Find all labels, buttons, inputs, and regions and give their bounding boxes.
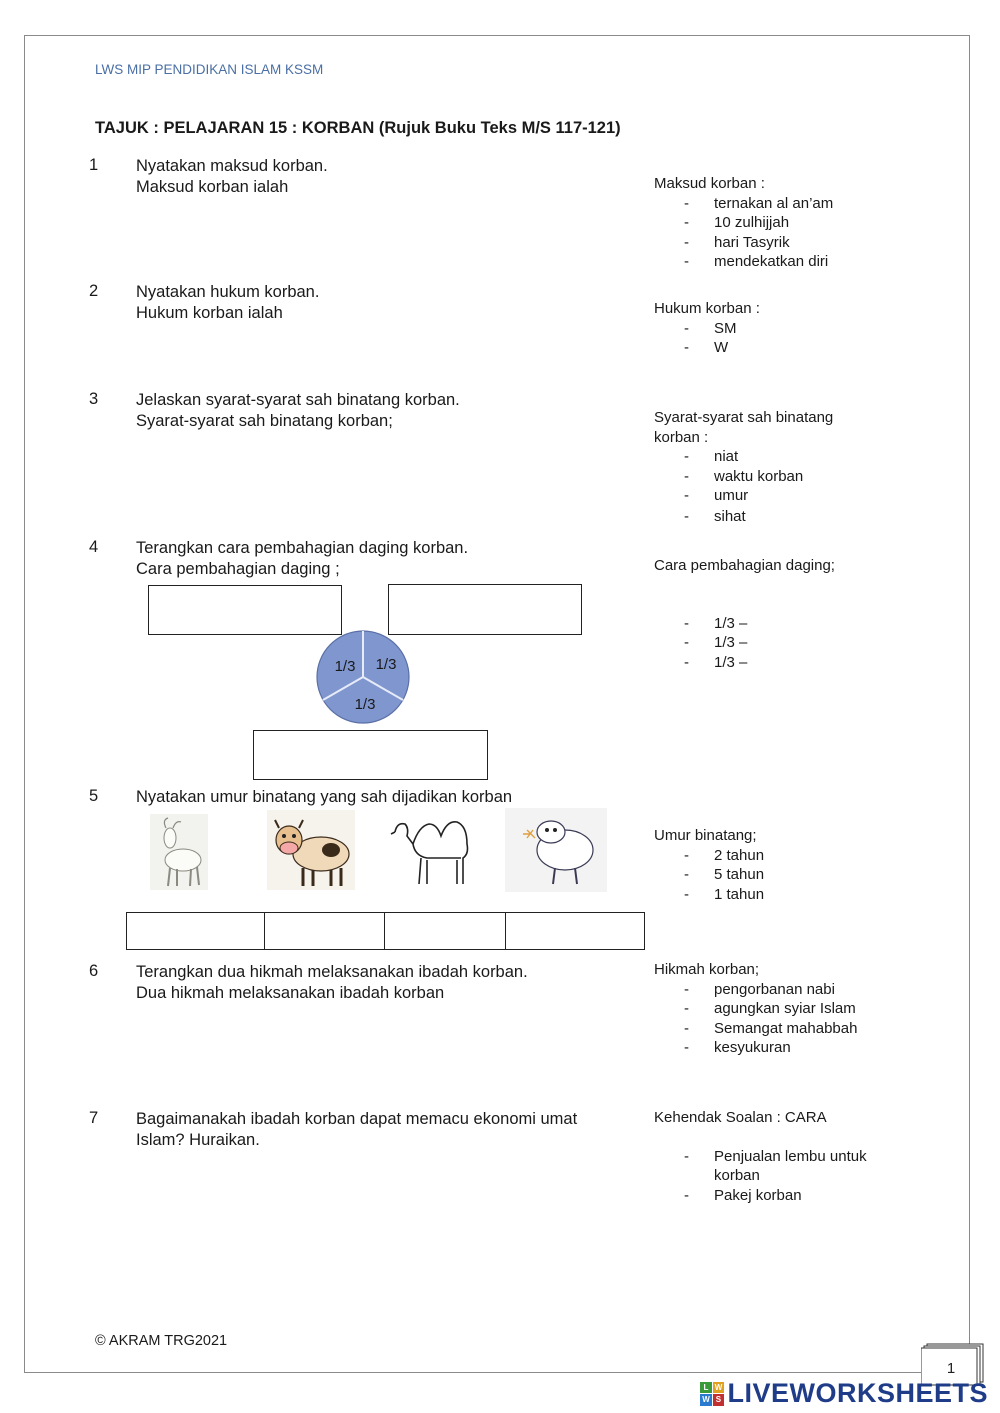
hint-q2 (654, 299, 954, 358)
answer-prompt: Hukum korban ialah (136, 304, 283, 322)
hint-q5 (654, 826, 954, 904)
question-number: 1 (89, 156, 99, 174)
hint-list (654, 194, 954, 272)
question-text: Terangkan dua hikmah melaksanakan ibadah korban. (136, 963, 528, 981)
liveworksheets-logo-icon: L W W S (702, 1382, 723, 1405)
answer-prompt: Cara pembahagian daging ; (136, 560, 340, 578)
hint-title: Cara pembahagian daging; (654, 557, 835, 574)
answer-cell-goat[interactable] (127, 913, 265, 950)
cow-icon (267, 810, 355, 890)
question-number: 7 (89, 1109, 99, 1127)
hint-item: - sihat (684, 507, 746, 525)
hint-list (654, 846, 954, 905)
goat-icon (150, 814, 208, 890)
question-4 (136, 538, 468, 580)
question-text: Terangkan cara pembahagian daging korban. (136, 539, 469, 557)
hint-item: - 10 zulhijjah (684, 214, 790, 231)
hint-item: - 1/3 – (684, 614, 748, 632)
hint-item-continued: korban (714, 1167, 760, 1184)
hint-item: - 1/3 – (684, 634, 748, 651)
answer-box-share-1[interactable] (148, 585, 342, 635)
hint-item: - 1/3 – (684, 653, 748, 671)
hint-title: korban : (654, 428, 709, 446)
document-header: LWS MIP PENDIDIKAN ISLAM KSSM (95, 62, 324, 77)
hint-item: - pengorbanan nabi (684, 980, 835, 998)
meat-division-pie (315, 629, 411, 725)
hint-list (654, 447, 954, 526)
hint-title: Syarat-syarat sah binatang (654, 409, 834, 426)
question-text: Nyatakan maksud korban. (136, 157, 328, 175)
hint-title: Hukum korban : (654, 300, 760, 317)
hint-q4 (654, 556, 954, 672)
answer-prompt: Dua hikmah melaksanakan ibadah korban (136, 984, 445, 1002)
hint-item: - hari Tasyrik (684, 233, 790, 251)
question-number: 4 (89, 538, 99, 556)
question-2 (136, 282, 319, 324)
question-text: Jelaskan syarat-syarat sah binatang korban. (136, 391, 460, 409)
animal-age-table (126, 912, 645, 950)
hint-item: - Penjualan lembu untuk (684, 1147, 867, 1165)
question-5 (136, 787, 512, 808)
hint-q1 (654, 174, 954, 272)
lesson-title: TAJUK : PELAJARAN 15 : KORBAN (Rujuk Buku Teks M/S 117-121) (95, 119, 621, 137)
answer-cell-cow[interactable] (265, 913, 385, 950)
hint-title: Hikmah korban; (654, 961, 760, 978)
hint-q6 (654, 960, 954, 1058)
question-7 (136, 1109, 577, 1151)
question-number: 5 (89, 787, 99, 805)
question-number: 2 (89, 282, 99, 300)
hint-list (654, 980, 954, 1058)
hint-list (654, 1147, 954, 1206)
hint-item: - waktu korban (684, 467, 804, 485)
hint-q7 (654, 1108, 954, 1205)
copyright-footer: © AKRAM TRG2021 (95, 1333, 228, 1349)
hint-title: Kehendak Soalan : CARA (654, 1109, 827, 1126)
camel-icon (387, 810, 477, 890)
pie-slice-label: 1/3 (334, 658, 356, 675)
liveworksheets-brand[interactable] (700, 1378, 988, 1409)
hint-item: - mendekatkan diri (684, 253, 829, 270)
hint-q3 (654, 408, 954, 526)
answer-box-share-3[interactable] (253, 730, 488, 780)
hint-item: - 2 tahun (684, 846, 765, 864)
hint-title: Maksud korban : (654, 175, 765, 192)
question-number: 3 (89, 390, 99, 408)
pie-slice-label: 1/3 (375, 656, 397, 673)
hint-item: - agungkan syiar Islam (684, 1000, 856, 1017)
hint-item: - W (684, 339, 729, 356)
hint-title: Umur binatang; (654, 827, 757, 844)
hint-item: - 5 tahun (684, 866, 765, 883)
question-number: 6 (89, 962, 99, 980)
sheep-icon (505, 808, 607, 892)
hint-item: - kesyukuran (684, 1039, 791, 1056)
pie-slice-label: 1/3 (354, 696, 376, 713)
answer-prompt: Syarat-syarat sah binatang korban; (136, 412, 393, 430)
hint-item: - 1 tahun (684, 885, 765, 903)
hint-item: - ternakan al an’am (684, 194, 834, 212)
answer-box-share-2[interactable] (388, 584, 582, 635)
question-1 (136, 156, 328, 198)
answer-prompt: Maksud korban ialah (136, 178, 289, 196)
hint-item: - Pakej korban (684, 1186, 802, 1204)
question-text: Nyatakan umur binatang yang sah dijadikan korban (136, 788, 513, 806)
hint-item: - umur (684, 487, 749, 504)
question-6 (136, 962, 528, 1004)
hint-item: - SM (684, 319, 737, 337)
question-text: Bagaimanakah ibadah korban dapat memacu ekonomi umat (136, 1110, 578, 1128)
question-text-continued: Islam? Huraikan. (136, 1131, 260, 1149)
question-3 (136, 390, 460, 432)
hint-list (654, 319, 954, 358)
answer-cell-camel[interactable] (385, 913, 506, 950)
answer-cell-sheep[interactable] (506, 913, 645, 950)
hint-item: - Semangat mahabbah (684, 1019, 858, 1037)
brand-name: LIVEWORKSHEETS (727, 1378, 988, 1408)
question-text: Nyatakan hukum korban. (136, 283, 320, 301)
page-number: 1 (946, 1360, 956, 1377)
hint-list (654, 614, 954, 673)
hint-item: - niat (684, 448, 739, 465)
